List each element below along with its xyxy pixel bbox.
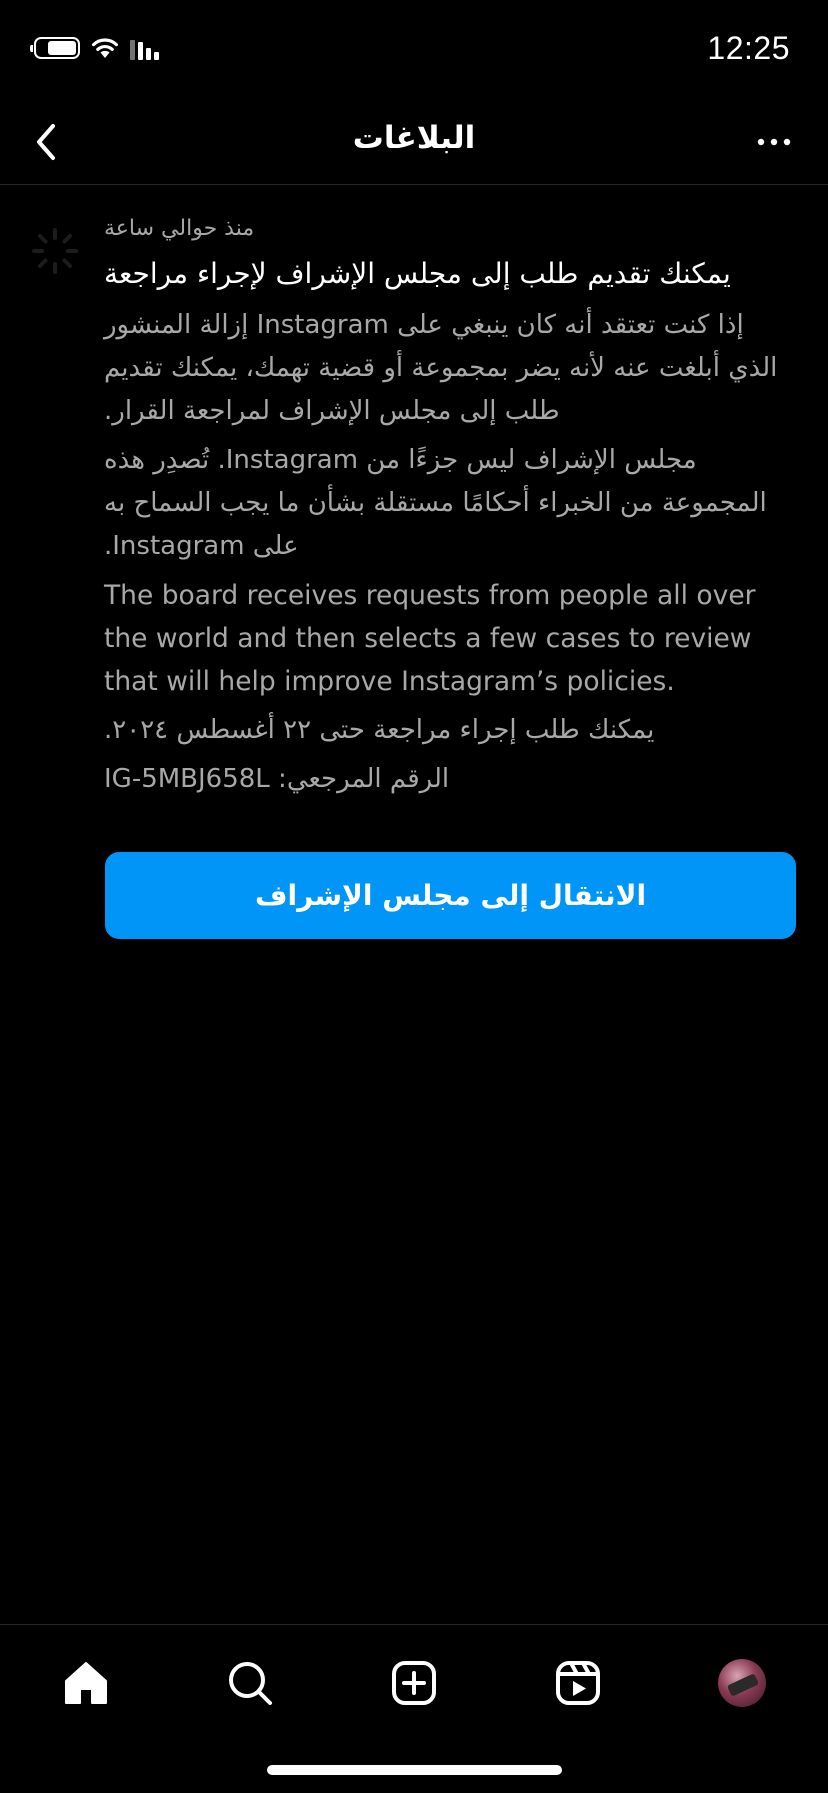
battery-icon bbox=[34, 37, 80, 59]
page-title: البلاغات bbox=[352, 120, 476, 156]
nav-create[interactable] bbox=[382, 1651, 446, 1715]
nav-reels[interactable] bbox=[546, 1651, 610, 1715]
nav-profile[interactable] bbox=[710, 1651, 774, 1715]
create-icon bbox=[390, 1659, 438, 1707]
notification-paragraph-1: إذا كنت تعتقد أنه كان ينبغي على Instagram إزالة المنشور الذي أبلغت عنه لأنه يضر بمجموعة أو قضية تهمك، يمكنك تقديم طلب إلى مجلس الإشراف لمراجعة القرار. bbox=[104, 310, 778, 426]
header bbox=[0, 100, 828, 185]
status-time: 12:25 bbox=[707, 30, 790, 66]
more-options-button[interactable] bbox=[746, 118, 802, 166]
wifi-icon bbox=[90, 36, 120, 60]
notification-detail bbox=[104, 212, 796, 801]
profile-avatar bbox=[718, 1659, 766, 1707]
status-icons bbox=[34, 36, 159, 60]
cellular-signal-icon bbox=[130, 36, 159, 60]
search-icon bbox=[226, 1659, 274, 1707]
more-horizontal-icon bbox=[756, 137, 792, 147]
review-deadline: يمكنك طلب إجراء مراجعة حتى ٢٢ أغسطس ٢٠٢٤. bbox=[104, 715, 655, 745]
status-bar bbox=[0, 0, 828, 100]
reference-number: الرقم المرجعي: IG-5MBJ658L bbox=[104, 764, 450, 794]
notification-paragraph-3: The board receives requests from people all over the world and then selects a few cases to review that will help improve Instagram’s policies. bbox=[104, 580, 756, 697]
go-to-oversight-board-button[interactable]: الانتقال إلى مجلس الإشراف bbox=[105, 852, 796, 939]
notification-headline: يمكنك تقديم طلب إلى مجلس الإشراف لإجراء مراجعة bbox=[104, 257, 731, 290]
nav-search[interactable] bbox=[218, 1651, 282, 1715]
notification-time: منذ حوالي ساعة bbox=[104, 216, 255, 241]
loading-spinner-icon bbox=[30, 226, 80, 276]
home-indicator bbox=[267, 1765, 562, 1775]
reels-icon bbox=[554, 1659, 602, 1707]
notification-paragraph-2: مجلس الإشراف ليس جزءًا من Instagram. تُصدِر هذه المجموعة من الخبراء أحكامًا مستقلة بشأن ما يجب السماح به على Instagram. bbox=[104, 445, 767, 561]
home-icon bbox=[62, 1659, 110, 1707]
nav-home[interactable] bbox=[54, 1651, 118, 1715]
